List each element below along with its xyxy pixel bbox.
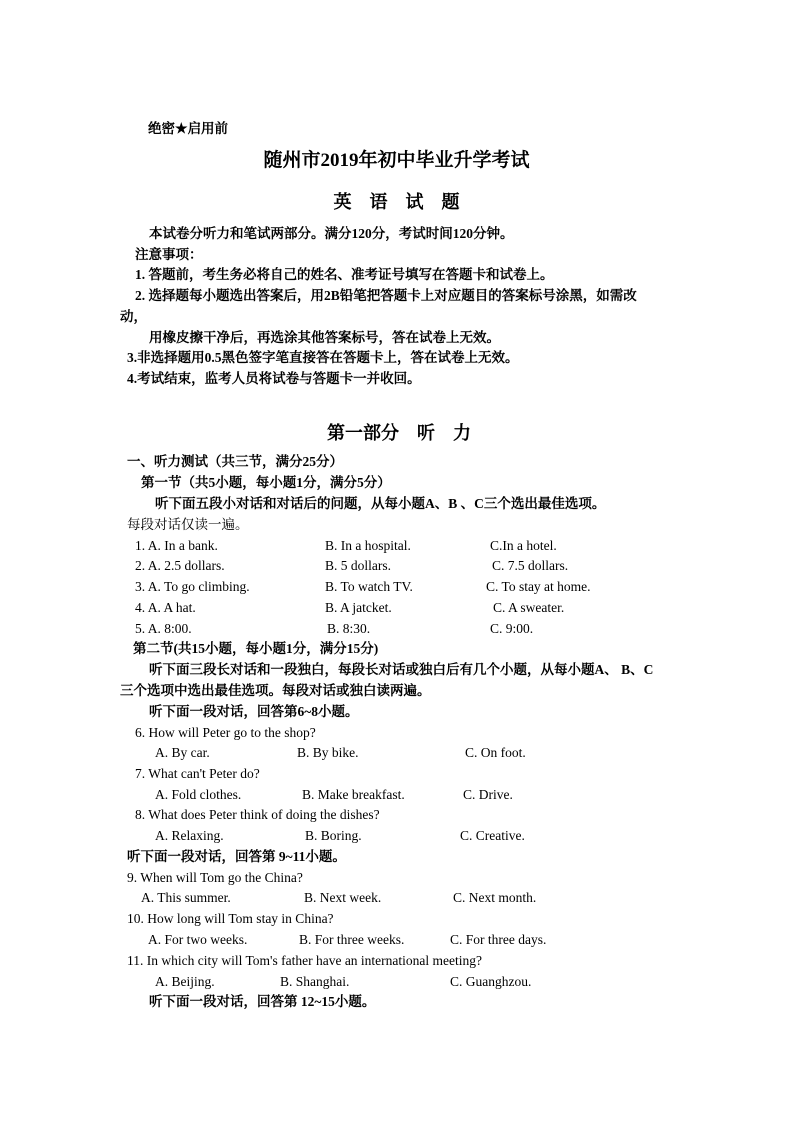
exam-summary: 本试卷分听力和笔试两部分。满分120分，考试时间120分钟。 [149,226,514,241]
q10-option-a: A. For two weeks. [148,932,248,947]
q7-question: 7. What can't Peter do? [135,766,260,781]
section-2-instruction-line-2: 三个选项中选出最佳选项。每段对话或独白读两遍。 [120,683,431,698]
note-3: 3.非选择题用0.5黑色签字笔直接答在答题卡上，答在试卷上无效。 [127,350,519,365]
exam-title: 随州市2019年初中毕业升学考试 [263,150,530,171]
listening-section-heading: 一、听力测试（共三节，满分25分） [127,454,343,469]
q5-option-a: 5. A. 8:00. [135,621,192,636]
q5-option-c: C. 9:00. [490,621,534,636]
q10-option-b: B. For three weeks. [299,932,405,947]
q1-option-c: C.In a hotel. [490,538,557,553]
q2-option-c: C. 7.5 dollars. [492,558,569,573]
group-1-heading: 听下面一段对话，回答第6~8小题。 [149,704,359,719]
q11-option-a: A. Beijing. [155,974,215,989]
q9-option-c: C. Next month. [453,890,537,905]
q3-option-b: B. To watch TV. [325,579,413,594]
q6-question: 6. How will Peter go to the shop? [135,725,316,740]
q6-option-c: C. On foot. [465,745,526,760]
q4-option-a: 4. A. A hat. [135,600,196,615]
q9-question: 9. When will Tom go the China? [127,870,303,885]
q4-option-c: C. A sweater. [493,600,565,615]
note-2-line-3: 用橡皮擦干净后，再选涂其他答案标号，答在试卷上无效。 [149,330,500,345]
section-1-note: 每段对话仅读一遍。 [127,517,249,532]
q9-option-b: B. Next week. [304,890,382,905]
q1-option-a: 1. A. In a bank. [135,538,218,553]
q8-option-b: B. Boring. [305,828,362,843]
section-2-heading: 第二节(共15小题，每小题1分，满分15分) [133,641,379,656]
q2-option-b: B. 5 dollars. [325,558,391,573]
group-2-heading: 听下面一段对话，回答第 9~11小题。 [127,849,346,864]
confidentiality-mark [148,122,228,137]
section-1-instruction: 听下面五段小对话和对话后的问题，从每小题A、B 、C三个选出最佳选项。 [155,496,606,511]
q8-question: 8. What does Peter think of doing the dishes? [135,807,380,822]
q7-option-c: C. Drive. [463,787,513,802]
q8-option-a: A. Relaxing. [155,828,224,843]
notes-heading: 注意事项： [135,247,203,262]
q10-option-c: C. For three days. [450,932,547,947]
q3-option-a: 3. A. To go climbing. [135,579,250,594]
section-1-heading: 第一节（共5小题，每小题1分，满分5分） [141,475,391,490]
q3-option-c: C. To stay at home. [486,579,591,594]
note-1: 1. 答题前，考生务必将自己的姓名、准考证号填写在答题卡和试卷上。 [135,267,554,282]
q11-question: 11. In which city will Tom's father have an international meeting? [127,953,483,968]
q6-option-b: B. By bike. [297,745,359,760]
q11-option-b: B. Shanghai. [280,974,350,989]
note-2-line-1: 2. 选择题每小题选出答案后，用2B铅笔把答题卡上对应题目的答案标号涂黑，如需改 [135,288,637,303]
part-1-heading: 第一部分 听 力 [327,423,471,443]
note-2-line-2: 动， [120,309,147,324]
q9-option-a: A. This summer. [141,890,231,905]
confidentiality-suffix: 启用前 [187,121,229,136]
section-2-instruction-line-1: 听下面三段长对话和一段独白，每段长对话或独白后有几个小题，从每小题A、 B、C [149,662,654,677]
q5-option-b: B. 8:30. [327,621,371,636]
q8-option-c: C. Creative. [460,828,525,843]
q4-option-b: B. A jatcket. [325,600,392,615]
subject-title: 英 语 试 题 [333,192,460,212]
star-icon: ★ [175,122,188,137]
q7-option-b: B. Make breakfast. [302,787,405,802]
note-4: 4.考试结束，监考人员将试卷与答题卡一并收回。 [127,371,421,386]
q1-option-b: B. In a hospital. [325,538,411,553]
q2-option-a: 2. A. 2.5 dollars. [135,558,225,573]
q6-option-a: A. By car. [155,745,210,760]
confidentiality-prefix: 绝密 [148,121,175,136]
q11-option-c: C. Guanghzou. [450,974,532,989]
q10-question: 10. How long will Tom stay in China? [127,911,334,926]
q7-option-a: A. Fold clothes. [155,787,242,802]
group-3-heading: 听下面一段对话，回答第 12~15小题。 [149,994,376,1009]
